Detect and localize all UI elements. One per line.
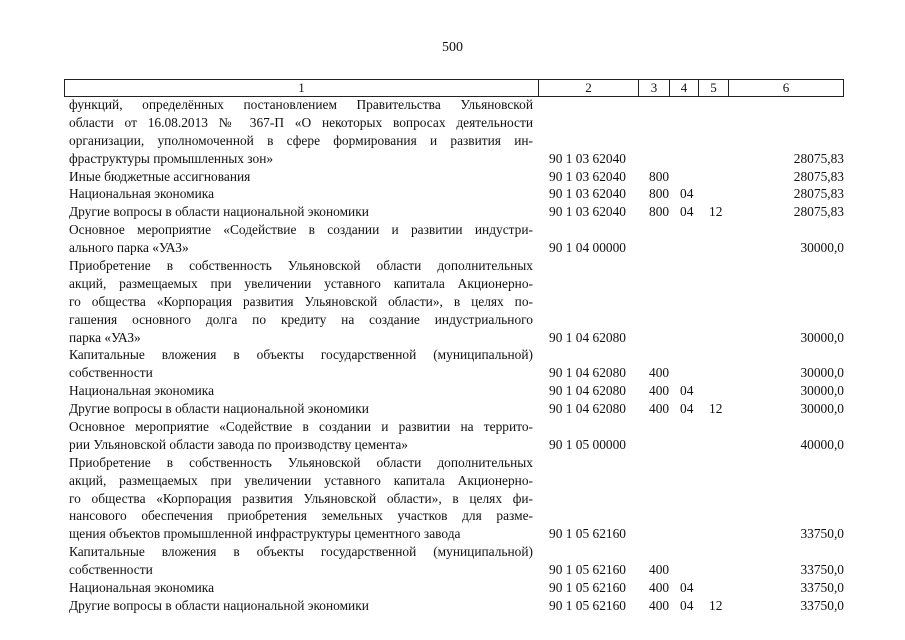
table-row-line: [0, 203, 905, 221]
table-row-line: [0, 472, 905, 490]
row-sum: 28075,83: [793, 204, 844, 220]
row-code: 90 1 04 62080: [549, 329, 626, 345]
row-sum: 33750,0: [800, 526, 844, 542]
table-row-line: [0, 579, 905, 597]
table-row-line: [0, 561, 905, 579]
row-sum: 30000,0: [800, 329, 844, 345]
row-description: собственности: [69, 365, 153, 381]
row-subsection: 12: [709, 204, 723, 220]
row-description: Приобретение в собственность Ульяновской области дополнительных: [69, 258, 533, 274]
table-row-line: [0, 168, 905, 186]
row-code: 90 1 03 62040: [549, 186, 626, 202]
row-expense-type: 400: [649, 562, 670, 578]
row-code: 90 1 03 62040: [549, 204, 626, 220]
row-description: Иные бюджетные ассигнования: [69, 168, 251, 184]
row-code: 90 1 03 62040: [549, 150, 626, 166]
row-description: фраструктуры промышленных зон»: [69, 150, 274, 166]
column-header-1: 1: [65, 80, 539, 97]
row-sum: 30000,0: [800, 240, 844, 256]
row-section: 04: [680, 383, 694, 399]
row-code: 90 1 05 62160: [549, 580, 626, 596]
table-row-line: [0, 239, 905, 257]
table-row-line: [0, 185, 905, 203]
row-sum: 33750,0: [800, 597, 844, 613]
row-expense-type: 400: [649, 383, 670, 399]
row-sum: 40000,0: [800, 436, 844, 452]
row-subsection: 12: [709, 401, 723, 417]
column-header-2: 2: [539, 80, 639, 97]
row-code: 90 1 05 62160: [549, 526, 626, 542]
page-number: 500: [442, 40, 463, 55]
row-description: рии Ульяновской области завода по производству цемента»: [69, 436, 408, 452]
row-section: 04: [680, 401, 694, 417]
row-section: 04: [680, 580, 694, 596]
column-header-5: 5: [699, 80, 729, 97]
table-row-line: [0, 257, 905, 275]
table-row-line: [0, 114, 905, 132]
table-row-line: [0, 275, 905, 293]
row-code: 90 1 05 62160: [549, 597, 626, 613]
row-description: Другие вопросы в области национальной экономики: [69, 597, 369, 613]
row-expense-type: 800: [649, 186, 670, 202]
row-sum: 33750,0: [800, 562, 844, 578]
table-row-line: [0, 132, 905, 150]
row-code: 90 1 05 00000: [549, 436, 626, 452]
row-description: Национальная экономика: [69, 383, 215, 399]
row-description: Капитальные вложения в объекты государственной (муниципальной): [69, 347, 533, 363]
table-row-line: [0, 346, 905, 364]
table-row-line: [0, 436, 905, 454]
row-description: собственности: [69, 562, 153, 578]
row-sum: 28075,83: [793, 168, 844, 184]
row-expense-type: 400: [649, 597, 670, 613]
row-sum: 30000,0: [800, 383, 844, 399]
row-description: го общества «Корпорация развития Ульяновской области», в целях фи-: [69, 490, 533, 506]
row-description: Основное мероприятие «Содействие в создании и развитии индустри-: [69, 222, 533, 238]
row-description: Капитальные вложения в объекты государственной (муниципальной): [69, 544, 533, 560]
row-code: 90 1 05 62160: [549, 562, 626, 578]
table-row-line: [0, 329, 905, 347]
row-description: щения объектов промышленной инфраструктуры цементного завода: [69, 526, 461, 542]
table-row-line: [0, 543, 905, 561]
row-sum: 33750,0: [800, 580, 844, 596]
row-description: го общества «Корпорация развития Ульяновской области», в целях по-: [69, 293, 533, 309]
table-row-line: [0, 293, 905, 311]
row-description: парка «УАЗ»: [69, 329, 141, 345]
row-code: 90 1 04 00000: [549, 240, 626, 256]
row-code: 90 1 04 62080: [549, 383, 626, 399]
row-sum: 30000,0: [800, 401, 844, 417]
table-row-line: [0, 364, 905, 382]
row-description: Национальная экономика: [69, 186, 215, 202]
table-row-line: [0, 96, 905, 114]
row-expense-type: 800: [649, 168, 670, 184]
table-row-line: [0, 221, 905, 239]
table-row-line: [0, 418, 905, 436]
row-expense-type: 400: [649, 580, 670, 596]
table-row-line: [0, 490, 905, 508]
table-row-line: [0, 150, 905, 168]
row-description: Приобретение в собственность Ульяновской области дополнительных: [69, 454, 533, 470]
row-description: акций, размещаемых при увеличении уставного капитала Акционерно-: [69, 472, 533, 488]
row-sum: 28075,83: [793, 150, 844, 166]
row-code: 90 1 03 62040: [549, 168, 626, 184]
table-row-line: [0, 507, 905, 525]
table-row-line: [0, 400, 905, 418]
column-header-table: [64, 79, 844, 97]
row-description: нансового обеспечения приобретения земельных участков для разме-: [69, 508, 533, 524]
column-header-4: 4: [670, 80, 699, 97]
budget-table-body: [0, 96, 905, 615]
table-row-line: [0, 311, 905, 329]
row-description: функций, определённых постановлением Правительства Ульяновской: [69, 97, 533, 112]
row-description: ального парка «УАЗ»: [69, 240, 189, 256]
table-row-line: [0, 454, 905, 472]
row-code: 90 1 04 62080: [549, 401, 626, 417]
row-expense-type: 400: [649, 401, 670, 417]
column-header-6: 6: [729, 80, 844, 97]
row-sum: 30000,0: [800, 365, 844, 381]
row-description: Основное мероприятие «Содействие в создании и развитии на террито-: [69, 419, 533, 435]
row-description: области от 16.08.2013 № 367-П «О некоторых вопросах деятельности: [69, 114, 533, 130]
column-header-3: 3: [639, 80, 670, 97]
row-subsection: 12: [709, 597, 723, 613]
table-row-line: [0, 597, 905, 615]
row-expense-type: 800: [649, 204, 670, 220]
row-section: 04: [680, 204, 694, 220]
row-expense-type: 400: [649, 365, 670, 381]
row-section: 04: [680, 597, 694, 613]
row-section: 04: [680, 186, 694, 202]
row-description: Другие вопросы в области национальной экономики: [69, 204, 369, 220]
row-description: Другие вопросы в области национальной экономики: [69, 401, 369, 417]
row-description: Национальная экономика: [69, 580, 215, 596]
row-code: 90 1 04 62080: [549, 365, 626, 381]
row-sum: 28075,83: [793, 186, 844, 202]
row-description: организации, уполномоченной в сфере формирования и развития ин-: [69, 132, 533, 148]
row-description: гашения основного долга по кредиту на создание индустриального: [69, 311, 533, 327]
table-row-line: [0, 382, 905, 400]
table-row-line: [0, 525, 905, 543]
row-description: акций, размещаемых при увеличении уставного капитала Акционерно-: [69, 275, 533, 291]
